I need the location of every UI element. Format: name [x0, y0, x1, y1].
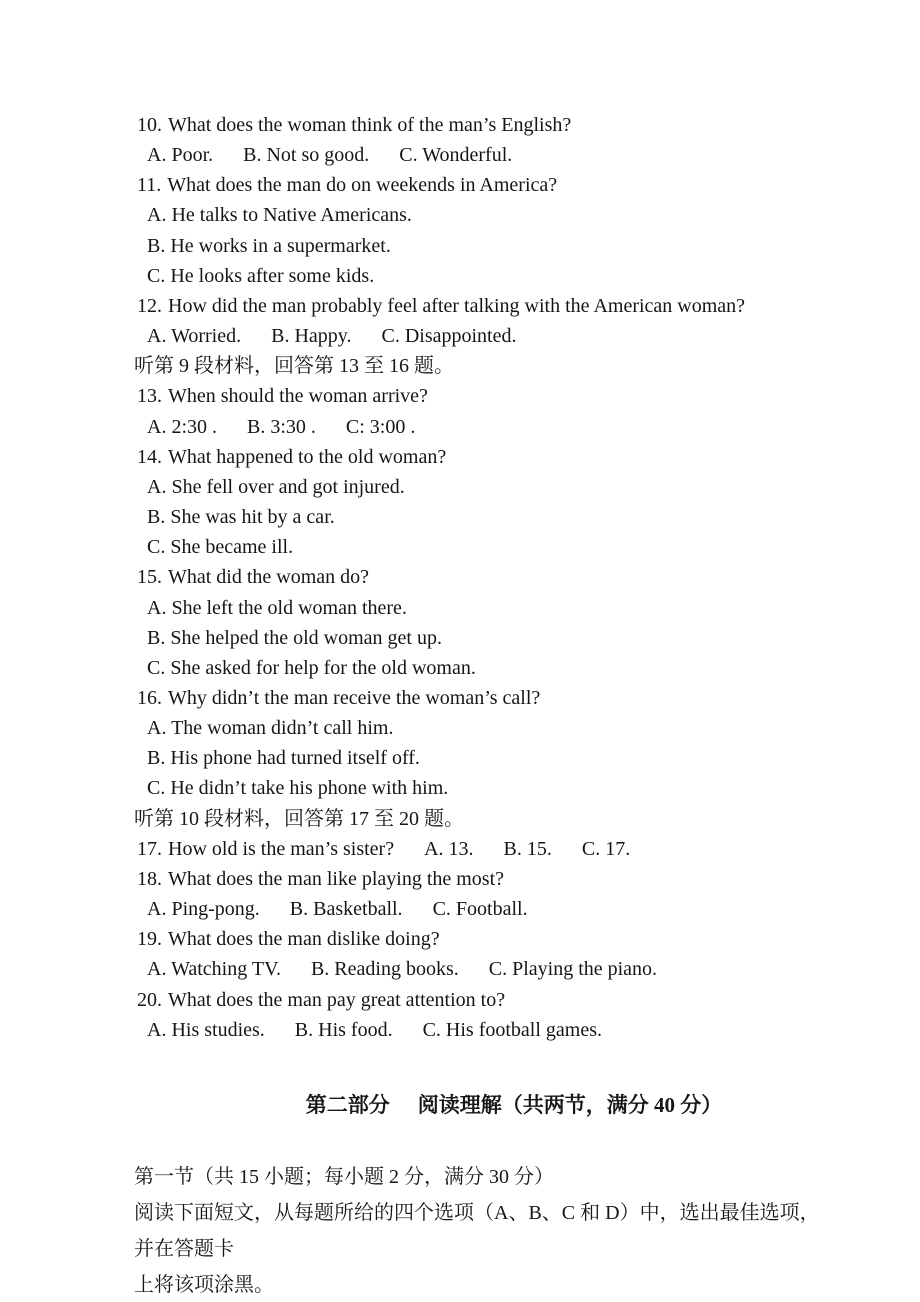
question-number: 12. [137, 294, 162, 317]
option: C. She asked for help for the old woman. [147, 656, 476, 679]
option: B. Reading books. [310, 958, 459, 981]
option: B. His food. [294, 1018, 393, 1041]
material-note: 听第 9 段材料，回答第 13 至 16 题。 [134, 355, 454, 378]
question-text: What does the man do on weekends in America? [167, 174, 558, 197]
question-line [137, 834, 836, 864]
option: C. 17. [581, 837, 631, 860]
option: B. 15. [503, 837, 552, 860]
instruction-line: 阅读下面短文，从每题所给的四个选项（A、B、C 和 D）中，选出最佳选项，并在答题卡 [134, 1201, 820, 1260]
question-line [137, 442, 836, 472]
option: C. His football games. [422, 1018, 603, 1041]
question-number: 10. [137, 114, 162, 136]
option: A. She left the old woman there. [147, 596, 407, 619]
option: B. She helped the old woman get up. [147, 626, 442, 649]
question-text: When should the woman arrive? [168, 385, 428, 408]
question-number: 14. [137, 445, 162, 468]
option: A. Poor. [147, 144, 214, 167]
question-line [137, 924, 836, 954]
option: C. Disappointed. [381, 325, 517, 348]
option: C: 3:00 . [345, 415, 416, 438]
question-text: What does the man dislike doing? [168, 928, 440, 951]
option: A. The woman didn’t call him. [147, 717, 394, 740]
section-part-title: 阅读理解（共两节，满分 40 分） [417, 1092, 723, 1117]
option: A. Watching TV. [147, 958, 281, 981]
options-row [137, 954, 836, 984]
question-line [137, 562, 836, 592]
option: B. Happy. [271, 325, 352, 348]
question-text: How did the man probably feel after talking with the American woman? [168, 294, 746, 317]
option: B. Not so good. [243, 144, 370, 167]
question-number: 18. [137, 867, 162, 890]
option: A. 13. [424, 837, 474, 860]
question-text: How old is the man’s sister? [168, 837, 395, 860]
option: A. She fell over and got injured. [147, 475, 405, 498]
question-text: What does the man pay great attention to? [168, 988, 506, 1011]
question-number: 19. [137, 928, 162, 951]
option: A. 2:30 . [147, 415, 217, 438]
question-line [137, 985, 836, 1015]
question-line [137, 170, 836, 200]
question-number: 15. [137, 566, 162, 589]
question-text: What does the woman think of the man’s English? [168, 114, 572, 136]
option: B. 3:30 . [247, 415, 316, 438]
option: C. He looks after some kids. [147, 264, 375, 287]
option: A. His studies. [147, 1018, 265, 1041]
question-text: What does the man like playing the most? [168, 867, 505, 890]
question-line [137, 864, 836, 894]
instruction-line: 上将该项涂黑。 [134, 1273, 274, 1296]
exam-body [134, 110, 836, 1045]
option: A. Ping-pong. [147, 898, 260, 921]
options-row [137, 894, 836, 924]
option: A. Worried. [147, 325, 242, 348]
options-row [137, 1015, 836, 1045]
question-number: 17. [137, 837, 162, 860]
option: C. He didn’t take his phone with him. [147, 777, 449, 800]
question-text: What did the woman do? [168, 566, 370, 589]
material-note: 听第 10 段材料，回答第 17 至 20 题。 [134, 807, 464, 830]
question-text: What happened to the old woman? [168, 445, 447, 468]
question-line [137, 683, 836, 713]
question-number: 16. [137, 686, 162, 709]
option: B. Basketball. [289, 898, 403, 921]
section-heading [137, 1051, 836, 1159]
options-row [137, 140, 836, 170]
options-row [137, 412, 836, 442]
option: B. His phone had turned itself off. [147, 747, 420, 770]
option: B. He works in a supermarket. [147, 234, 391, 257]
question-line [137, 291, 836, 321]
question-number: 13. [137, 385, 162, 408]
option: C. She became ill. [147, 536, 294, 559]
options-row [137, 321, 836, 351]
question-number: 11. [137, 174, 162, 197]
section-subheading: 第一节（共 15 小题；每小题 2 分，满分 30 分） [134, 1165, 554, 1188]
question-number: 20. [137, 988, 162, 1011]
section-part-label: 第二部分 [305, 1092, 390, 1117]
question-line [137, 110, 836, 140]
option: B. She was hit by a car. [147, 506, 335, 529]
option: C. Wonderful. [399, 144, 513, 167]
question-line [137, 381, 836, 411]
option: A. He talks to Native Americans. [147, 204, 412, 227]
option: C. Playing the piano. [488, 958, 658, 981]
question-text: Why didn’t the man receive the woman’s call? [168, 686, 541, 709]
option: C. Football. [432, 898, 528, 921]
